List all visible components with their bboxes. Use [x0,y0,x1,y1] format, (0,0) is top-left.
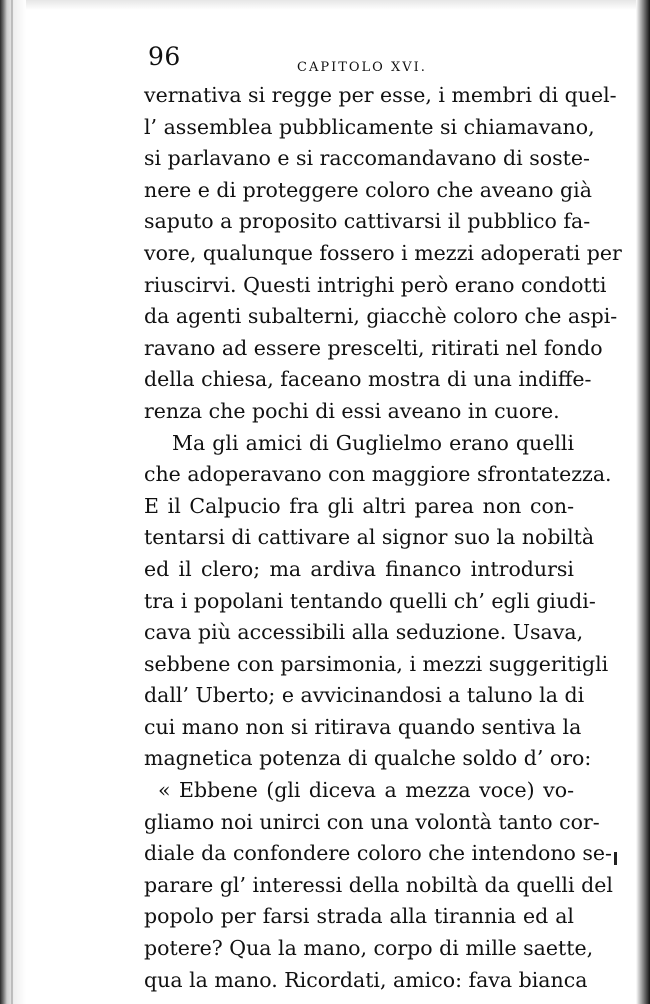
text-line: popolo per farsi strada alla tirannia ed al [144,904,574,929]
text-line: vore, qualunque fossero i mezzi adoperati per [144,240,622,265]
binding-gutter-line [11,0,13,1004]
text-line: che adoperavano con maggiore sfrontatezza. [144,462,612,487]
page-number: 96 [148,42,181,71]
text-line: gliamo noi unirci con una volontà tanto cor- [144,809,600,834]
text-line: ravano ad essere prescelti, ritirati nel fondo [144,335,603,360]
text-line: cui mano non si ritirava quando sentiva la [144,714,582,739]
text-line: ed il clero; ma ardiva financo introdursi [144,556,574,581]
scan-mark [614,852,617,865]
text-line: E il Calpucio fra gli altri parea non con- [144,493,574,518]
text-line: saputo a proposito cattivarsi il pubblico fa- [144,209,591,234]
running-head: CAPITOLO XVI. [297,60,427,75]
text-line: magnetica potenza di qualche soldo d’ oro: [144,746,592,771]
text-line: parare gl’ interessi della nobiltà da quelli del [144,872,613,897]
page-edge-right [636,0,650,1004]
text-line: cava più accessibili alla seduzione. Usava, [144,620,584,645]
text-line: l’ assemblea pubblicamente si chiamavano, [144,114,595,139]
text-line: dall’ Uberto; e avvicinandosi a taluno la di [144,683,585,708]
page-top-shadow [0,0,650,10]
text-line-quote-start: « Ebbene (gli diceva a mezza voce) vo- [158,778,574,803]
body-text [144,80,622,996]
text-line: potere? Qua la mano, corpo di mille saette, [144,936,594,961]
text-line: qua la mano. Ricordati, amico: fava bianca [144,967,588,992]
text-line: da agenti subalterni, giacchè coloro che aspi- [144,304,618,329]
binding-shadow-left [0,0,26,1004]
text-line: nere e di proteggere coloro che aveano già [144,177,592,202]
text-line: tra i popolani tentando quelli ch’ egli giudi- [144,588,596,613]
text-line: della chiesa, faceano mostra di una indiffe- [144,367,592,392]
text-line: riuscirvi. Questi intrighi però erano condotti [144,272,607,297]
text-line: vernativa si regge per esse, i membri di quel- [144,83,617,107]
text-line: diale da confondere coloro che intendono se- [144,841,612,866]
text-line: sebbene con parsimonia, i mezzi suggeritigli [144,651,609,676]
text-line: tentarsi di cattivare al signor suo la nobiltà [144,525,595,550]
text-line: si parlavano e si raccomandavano di soste- [144,146,590,171]
text-line-paragraph-end: renza che pochi di essi aveano in cuore. [144,398,560,423]
text-line-paragraph-start: Ma gli amici di Guglielmo erano quelli [172,430,574,455]
